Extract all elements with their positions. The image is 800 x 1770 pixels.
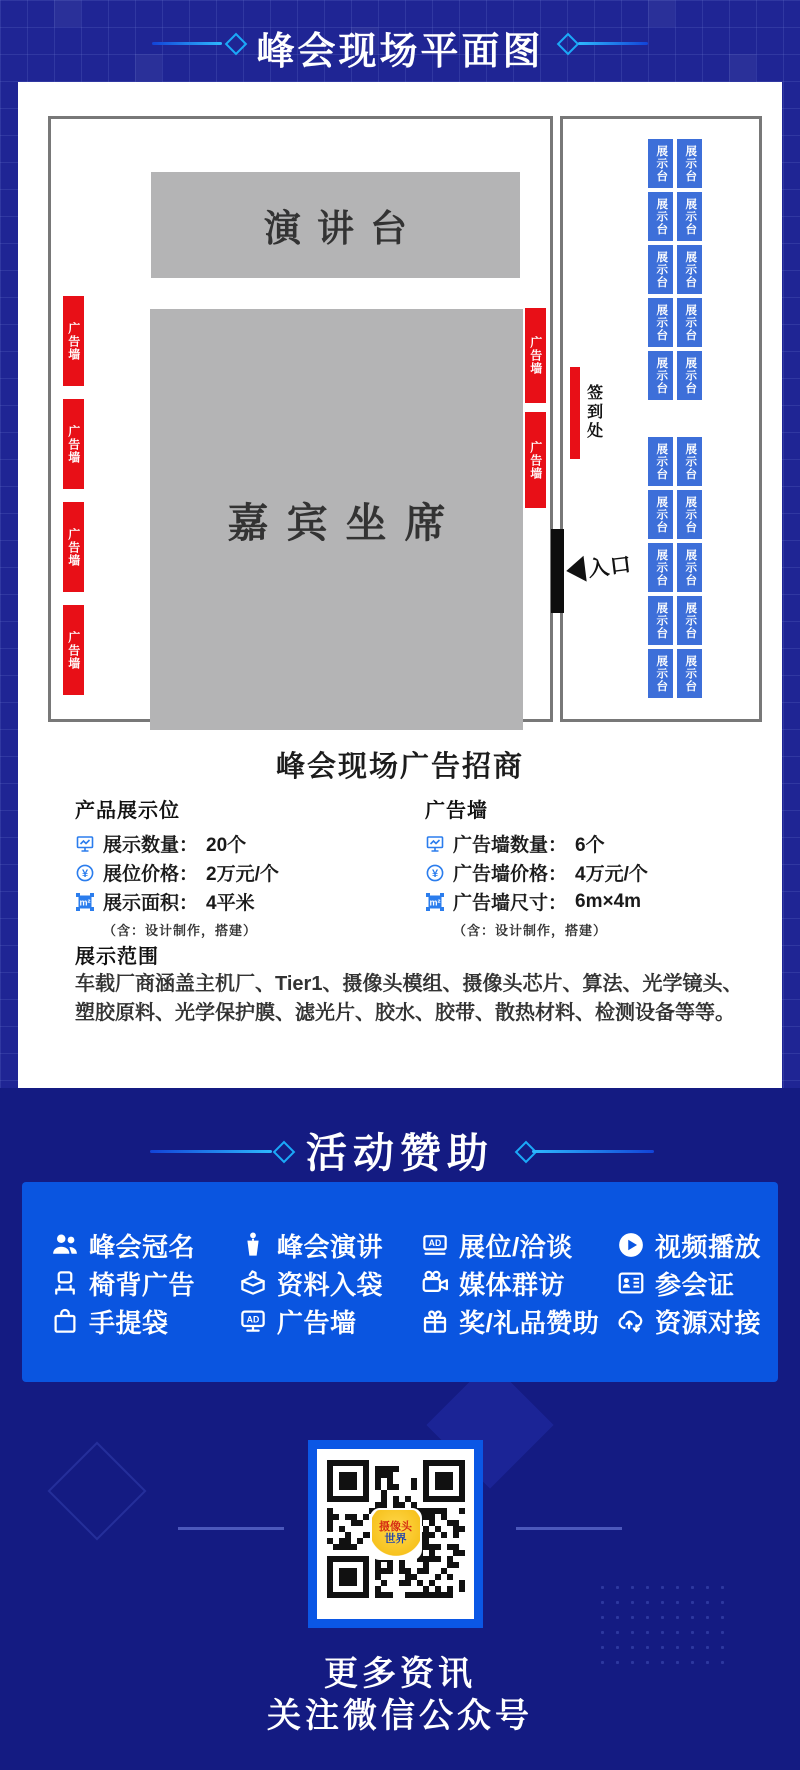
tote-bag-icon bbox=[50, 1306, 80, 1336]
ad-wall-label: 广告墙 bbox=[66, 321, 81, 361]
svg-text:AD: AD bbox=[246, 1314, 260, 1325]
ad-wall-bar bbox=[525, 308, 546, 403]
gift-icon bbox=[420, 1306, 450, 1336]
sponsor-item bbox=[616, 1226, 770, 1264]
booth-label: 展示台 bbox=[684, 548, 697, 587]
scope-body bbox=[75, 970, 751, 1028]
ad-wall-bar bbox=[63, 296, 84, 386]
booth-label: 展示台 bbox=[655, 548, 668, 587]
diamond-decor bbox=[48, 1442, 147, 1541]
play-circle-icon bbox=[616, 1230, 646, 1260]
people-icon bbox=[50, 1230, 80, 1260]
seating-label: 嘉宾坐席 bbox=[227, 500, 464, 546]
info-column-adwalls bbox=[425, 794, 648, 939]
svg-text:¥: ¥ bbox=[81, 867, 89, 880]
booth-cell bbox=[648, 298, 673, 347]
page-title: 峰会现场平面图 bbox=[256, 31, 544, 73]
info-label: 展示面积： bbox=[103, 893, 199, 914]
ad-wall-label: 广告墙 bbox=[66, 630, 81, 670]
booth-cell bbox=[677, 139, 702, 188]
sponsor-item-label: 参会证 bbox=[655, 1269, 735, 1300]
info-value: 20个 bbox=[206, 835, 247, 856]
booth-cell bbox=[648, 139, 673, 188]
ad-wall-bar bbox=[525, 412, 546, 508]
sponsor-item bbox=[420, 1226, 616, 1264]
booth-label: 展示台 bbox=[655, 303, 668, 342]
yen-circle-icon bbox=[75, 863, 95, 883]
booth-label: 展示台 bbox=[684, 250, 697, 289]
display-board-icon bbox=[425, 834, 445, 854]
scope-heading: 展示范围 bbox=[75, 946, 159, 968]
sponsor-item-label: 资料入袋 bbox=[277, 1269, 384, 1300]
arrow-left-icon bbox=[565, 556, 587, 584]
booth-cell bbox=[677, 351, 702, 400]
guest-seating-area bbox=[150, 309, 523, 730]
booth-label: 展示台 bbox=[655, 495, 668, 534]
sponsor-item-label: 媒体群访 bbox=[459, 1269, 566, 1300]
info-value: 2万元/个 bbox=[206, 864, 279, 885]
sponsor-panel bbox=[22, 1182, 778, 1382]
entrance-door-bar bbox=[551, 529, 564, 613]
sponsor-item bbox=[238, 1302, 420, 1340]
booth-cell bbox=[648, 192, 673, 241]
qr-side-line-right bbox=[516, 1527, 622, 1530]
info-note: （含：设计制作，搭建） bbox=[103, 923, 258, 938]
sponsor-item-label: 椅背广告 bbox=[89, 1269, 196, 1300]
info-note: （含：设计制作，搭建） bbox=[453, 923, 608, 938]
ad-tag-icon bbox=[420, 1230, 450, 1260]
info-value: 4平米 bbox=[206, 893, 255, 914]
area-m2-icon bbox=[75, 892, 95, 912]
booth-cell bbox=[677, 245, 702, 294]
ad-wall-label: 广告墙 bbox=[66, 527, 81, 567]
sponsor-item bbox=[50, 1302, 238, 1340]
sponsor-section-title: 活动赞助 bbox=[306, 1130, 494, 1176]
header-decor-line-right bbox=[578, 42, 648, 45]
sponsor-item bbox=[616, 1302, 770, 1340]
booth-label: 展示台 bbox=[684, 654, 697, 693]
booth-label: 展示台 bbox=[655, 250, 668, 289]
booth-cell bbox=[648, 543, 673, 592]
booth-cell bbox=[677, 490, 702, 539]
booth-cell bbox=[677, 437, 702, 486]
booth-cell bbox=[648, 245, 673, 294]
sponsor-item bbox=[238, 1226, 420, 1264]
signin-desk-bar bbox=[570, 367, 580, 459]
sponsor-item-label: 峰会冠名 bbox=[89, 1231, 196, 1262]
scope-line: 车载厂商涵盖主机厂、Tier1、摄像头模组、摄像头芯片、算法、光学镜头、 bbox=[75, 973, 743, 995]
info-label: 广告墙价格： bbox=[453, 864, 568, 885]
signin-label: 签到处 bbox=[584, 384, 602, 441]
booth-cell bbox=[648, 490, 673, 539]
ad-wall-bar bbox=[63, 605, 84, 695]
booth-label: 展示台 bbox=[655, 654, 668, 693]
info-label: 广告墙尺寸： bbox=[453, 893, 568, 914]
content-card bbox=[18, 82, 782, 1088]
sponsor-item-label: 手提袋 bbox=[89, 1307, 169, 1338]
open-box-icon bbox=[238, 1268, 268, 1298]
svg-text:m²: m² bbox=[429, 897, 441, 907]
sponsor-item-label: 视频播放 bbox=[655, 1231, 762, 1262]
area-m2-icon bbox=[425, 892, 445, 912]
booth-cell bbox=[648, 596, 673, 645]
floorplan-main-hall bbox=[48, 116, 553, 722]
info-row bbox=[75, 891, 279, 912]
booth-cell bbox=[648, 351, 673, 400]
booth-label: 展示台 bbox=[684, 495, 697, 534]
info-label: 展位价格： bbox=[103, 864, 199, 885]
sponsor-item-label: 广告墙 bbox=[277, 1307, 357, 1338]
footer-line-2: 关注微信公众号 bbox=[267, 1697, 533, 1735]
booth-cell bbox=[677, 543, 702, 592]
cloud-sync-icon bbox=[616, 1306, 646, 1336]
sponsor-item bbox=[50, 1264, 238, 1302]
sponsor-item-label: 展位/洽谈 bbox=[459, 1231, 573, 1262]
sponsor-item bbox=[50, 1226, 238, 1264]
chair-icon bbox=[50, 1268, 80, 1298]
booth-cell bbox=[677, 298, 702, 347]
sponsor-item bbox=[420, 1264, 616, 1302]
qr-side-line-left bbox=[178, 1527, 284, 1530]
sponsor-item-label: 峰会演讲 bbox=[277, 1231, 384, 1262]
ad-wall-label: 广告墙 bbox=[528, 336, 543, 375]
booth-label: 展示台 bbox=[684, 197, 697, 236]
column-heading: 广告墙 bbox=[425, 800, 488, 822]
column-heading: 产品展示位 bbox=[75, 800, 180, 822]
sponsor-item-label: 资源对接 bbox=[655, 1307, 762, 1338]
ad-section-title: 峰会现场广告招商 bbox=[275, 751, 524, 783]
qr-code-frame bbox=[308, 1440, 483, 1628]
booth-cell bbox=[677, 649, 702, 698]
svg-text:m²: m² bbox=[79, 897, 91, 907]
id-badge-icon bbox=[616, 1268, 646, 1298]
sponsor-item bbox=[420, 1302, 616, 1340]
yen-circle-icon bbox=[425, 863, 445, 883]
info-value: 6个 bbox=[575, 835, 605, 856]
qr-code bbox=[317, 1449, 474, 1619]
info-row bbox=[425, 862, 648, 883]
booth-label: 展示台 bbox=[655, 356, 668, 395]
podium-label: 演讲台 bbox=[264, 208, 423, 249]
ad-screen-icon bbox=[238, 1306, 268, 1336]
entrance-label: 入口 bbox=[586, 553, 634, 582]
qr-center-logo bbox=[370, 1508, 422, 1560]
booth-label: 展示台 bbox=[655, 197, 668, 236]
info-value: 4万元/个 bbox=[575, 864, 648, 885]
sponsor-decor-line-right bbox=[532, 1150, 654, 1153]
sponsor-item bbox=[616, 1264, 770, 1302]
ad-wall-bar bbox=[63, 502, 84, 592]
footer-line-1: 更多资讯 bbox=[324, 1655, 476, 1693]
booth-label: 展示台 bbox=[684, 303, 697, 342]
video-camera-icon bbox=[420, 1268, 450, 1298]
podium-area bbox=[151, 172, 520, 278]
booth-cell bbox=[677, 192, 702, 241]
sponsor-item bbox=[238, 1264, 420, 1302]
info-row bbox=[425, 833, 648, 854]
svg-text:¥: ¥ bbox=[431, 867, 439, 880]
sponsor-item-label: 奖/礼品赞助 bbox=[459, 1307, 600, 1338]
booth-label: 展示台 bbox=[655, 601, 668, 640]
info-column-booths bbox=[75, 794, 279, 939]
booth-cell bbox=[677, 596, 702, 645]
booth-label: 展示台 bbox=[684, 144, 697, 183]
info-label: 展示数量： bbox=[103, 835, 199, 856]
info-value: 6m×4m bbox=[575, 890, 642, 912]
podium-speaker-icon bbox=[238, 1230, 268, 1260]
booth-label: 展示台 bbox=[684, 601, 697, 640]
display-board-icon bbox=[75, 834, 95, 854]
booth-cell bbox=[648, 437, 673, 486]
info-row bbox=[75, 862, 279, 883]
info-row bbox=[75, 833, 279, 854]
ad-wall-bar bbox=[63, 399, 84, 489]
booth-label: 展示台 bbox=[655, 144, 668, 183]
ad-wall-label: 广告墙 bbox=[66, 424, 81, 464]
info-label: 广告墙数量： bbox=[453, 835, 568, 856]
info-row bbox=[425, 891, 648, 912]
booth-label: 展示台 bbox=[655, 442, 668, 481]
sponsor-grid bbox=[22, 1182, 778, 1340]
svg-text:AD: AD bbox=[428, 1238, 442, 1248]
booth-cell bbox=[648, 649, 673, 698]
qr-logo-text: 摄像头 bbox=[379, 1521, 412, 1534]
ad-wall-label: 广告墙 bbox=[528, 440, 543, 480]
booth-group-top bbox=[648, 139, 702, 400]
booth-label: 展示台 bbox=[684, 356, 697, 395]
booth-label: 展示台 bbox=[684, 442, 697, 481]
qr-logo-text: 世界 bbox=[384, 1533, 407, 1545]
booth-group-bottom bbox=[648, 437, 702, 698]
scope-line: 塑胶原料、光学保护膜、滤光片、胶水、胶带、散热材料、检测设备等等。 bbox=[75, 1002, 735, 1024]
